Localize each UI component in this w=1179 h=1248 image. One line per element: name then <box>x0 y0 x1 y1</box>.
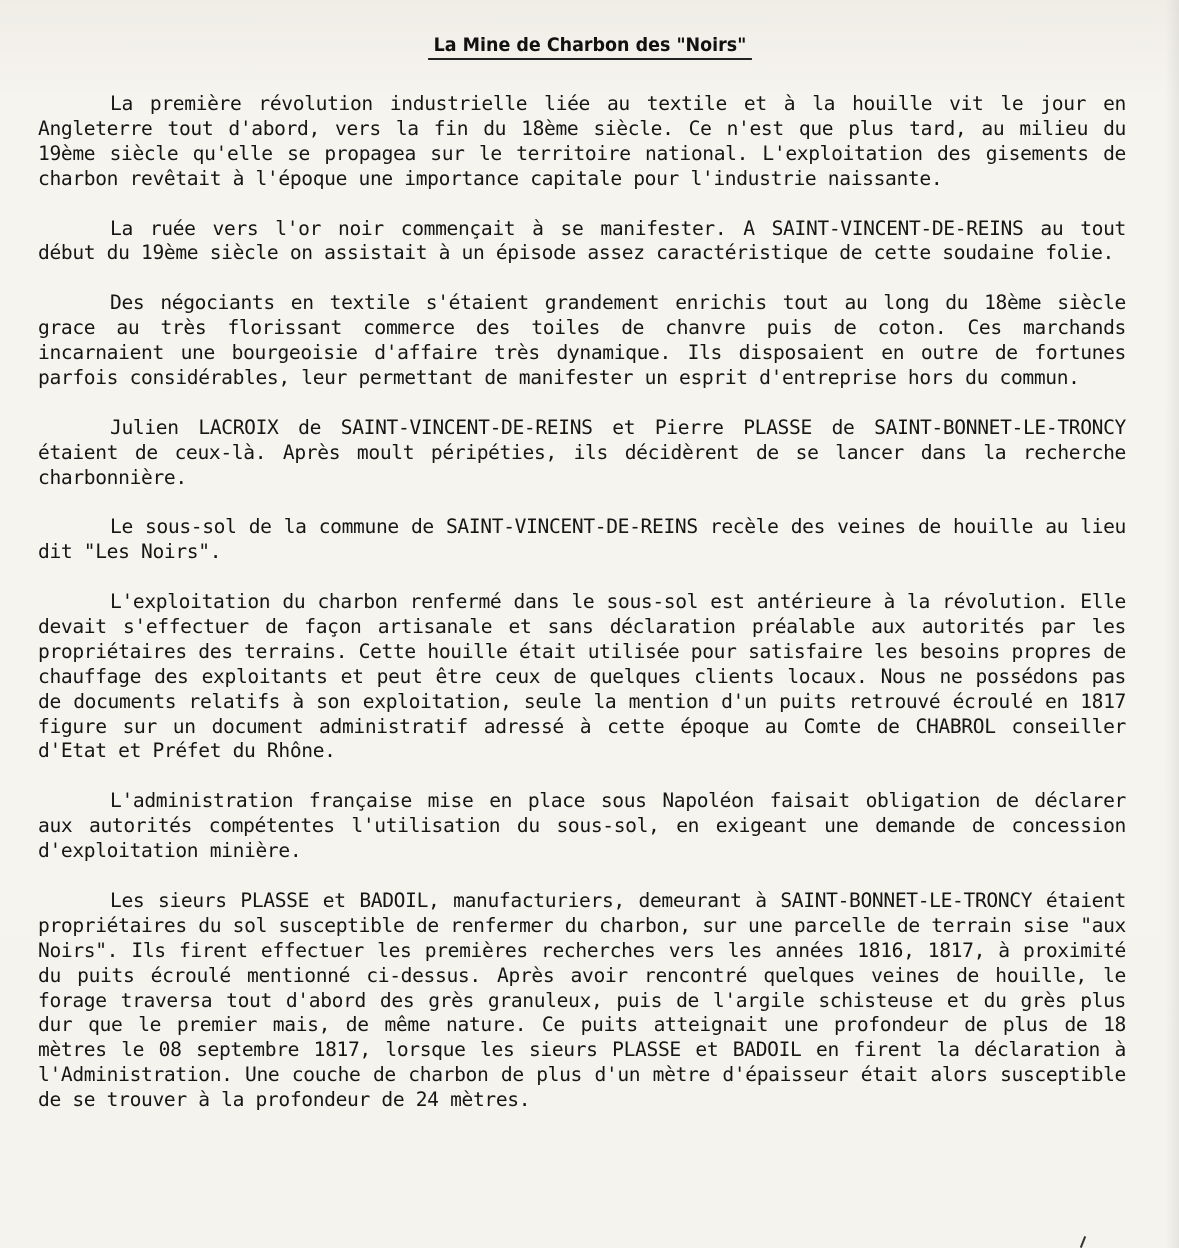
document-body <box>38 92 1126 1113</box>
document-title <box>0 33 1179 60</box>
paragraph-8: Les sieurs PLASSE et BADOIL, manufacturiers, demeurant à SAINT-BONNET-LE-TRONCY étaient propriétaires du sol susceptible de renfermer du charbon, sur une parcelle de terrain sise "aux Noirs". Ils firent effectuer les premières recherches vers les années 1816, 1817, à proximité du puits écroulé mentionné ci-dessus. Après avoir rencontré quelques veines de houille, le forage traversa tout d'abord des grès granuleux, puis de l'argile schisteuse et du grès plus dur que le premier mais, de même nature. Ce puits atteignait une profondeur de plus de 18 mètres le 08 septembre 1817, lorsque les sieurs PLASSE et BADOIL en firent la déclaration à l'Administration. Une couche de charbon de plus d'un mètre d'épaisseur était alors susceptible de se trouver à la profondeur de 24 mètres. <box>38 888 1126 1112</box>
paragraph-3: Des négociants en textile s'étaient grandement enrichis tout au long du 18ème siècle grace au très florissant commerce des toiles de chanvre puis de coton. Ces marchands incarnaient une bourgeoisie d'affaire très dynamique. Ils disposaient en outre de fortunes parfois considérables, leur permettant de manifester un esprit d'entreprise hors du commun. <box>38 291 1126 389</box>
paragraph-5: Le sous-sol de la commune de SAINT-VINCENT-DE-REINS recèle des veines de houille au lieu dit "Les Noirs". <box>38 515 1126 564</box>
page-edge-shadow <box>1165 0 1179 1248</box>
pen-mark <box>1080 1236 1086 1248</box>
paragraph-6: L'exploitation du charbon renfermé dans le sous-sol est antérieure à la révolution. Elle devait s'effectuer de façon artisanale et sans déclaration préalable aux autorités par les propriétaires des terrains. Cette houille était utilisée pour satisfaire les besoins propres de chauffage des exploitants et peut être ceux de quelques clients locaux. Nous ne possédons pas de documents relatifs à son exploitation, seule la mention d'un puits retrouvé écroulé en 1817 figure sur un document administratif adressé à cette époque au Comte de CHABROL conseiller d'Etat et Préfet du Rhône. <box>38 590 1126 763</box>
paragraph-2: La ruée vers l'or noir commençait à se manifester. A SAINT-VINCENT-DE-REINS au tout début du 19ème siècle on assistait à un épisode assez caractéristique de cette soudaine folie. <box>38 216 1126 265</box>
document-title-text: La Mine de Charbon des "Noirs" <box>428 33 752 60</box>
paragraph-4: Julien LACROIX de SAINT-VINCENT-DE-REINS et Pierre PLASSE de SAINT-BONNET-LE-TRONCY étaient de ceux-là. Après moult péripéties, ils décidèrent de se lancer dans la recherche charbonnière. <box>38 415 1126 489</box>
paragraph-1: La première révolution industrielle liée au textile et à la houille vit le jour en Angleterre tout d'abord, vers la fin du 18ème siècle. Ce n'est que plus tard, au milieu du 19ème siècle qu'elle se propagea sur le territoire national. L'exploitation des gisements de charbon revêtait à l'époque une importance capitale pour l'industrie naissante. <box>38 92 1126 190</box>
paragraph-7: L'administration française mise en place sous Napoléon faisait obligation de déclarer aux autorités compétentes l'utilisation du sous-sol, en exigeant une demande de concession d'exploitation minière. <box>38 789 1126 863</box>
